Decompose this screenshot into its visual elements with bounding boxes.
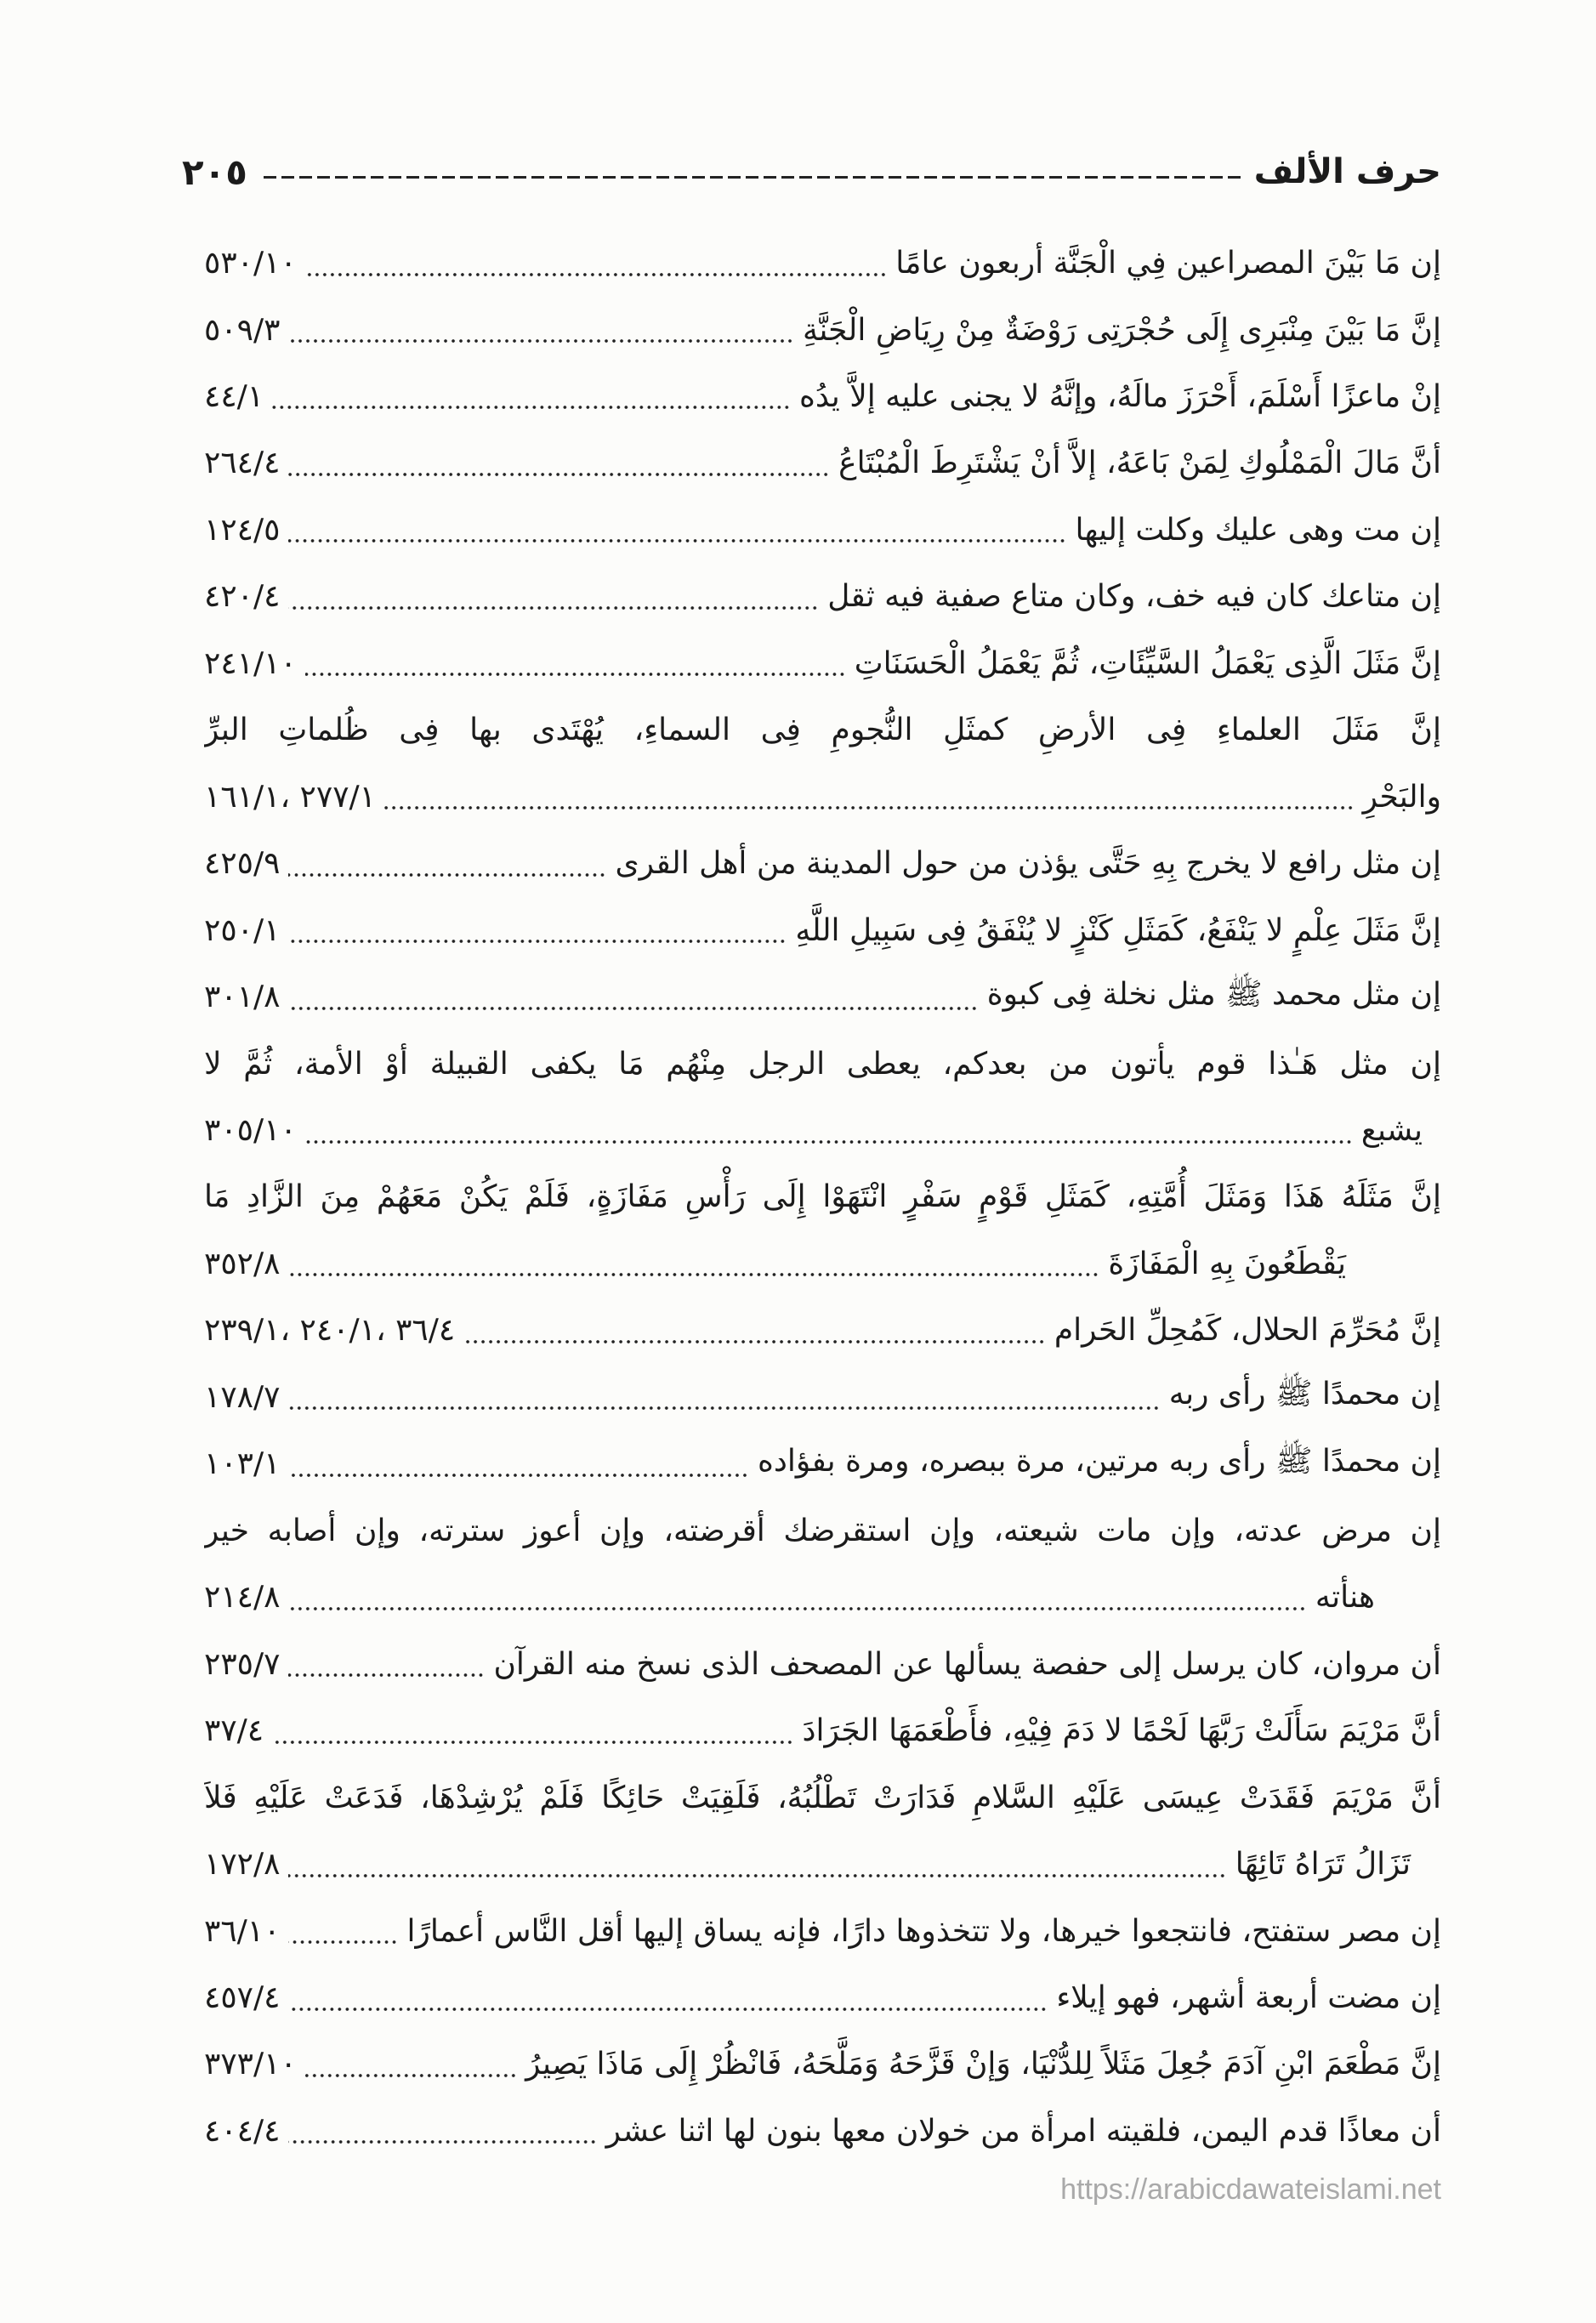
entry-reference: ١٠٣/١ (204, 1446, 281, 1482)
entry-text: إن مثل محمد ﷺ مثل نخلة فِى كبوة (986, 976, 1441, 1012)
dot-leader (288, 1940, 398, 1945)
dot-leader (288, 1873, 1226, 1878)
entry-reference: ٣٧/٤ (204, 1713, 264, 1749)
entry-text: إنَّ مَثَلَ العلماءِ فِى الأرضِ كمثَلِ النُّجومِ فِى السماءِ، يُهْتَدى بها فِى ظُلماتِ البرِّ (204, 713, 1441, 748)
dot-leader (305, 272, 887, 277)
entry-reference: ٢٤١/١٠ (204, 645, 297, 681)
dot-leader (288, 605, 819, 611)
entry-text: إنَّ مَا بَيْنَ مِنْبَرِى إِلَى حُجْرَتِى رَوْضَةٌ مِنْ رِيَاضِ الْجَنَّةِ (803, 312, 1441, 348)
entry-line (204, 1230, 1441, 1298)
entry-text: أنَّ مَرْيَمَ فَقَدَتْ عِيسَى عَلَيْهِ السَّلامِ فَدَارَتْ تَطْلُبُهُ، فَلَقِيَتْ حَائِكًا فَلَمْ يُرْشِدْهَا، فَدَعَتْ عَلَيْهِ فَلاَ (204, 1780, 1441, 1815)
entry-reference: ٤٢٥/٩ (204, 846, 281, 882)
entry-line (204, 1764, 1441, 1832)
entry-text: أن معاذًا قدم اليمن، فلقيته امرأة من خولان معها بنون لها اثنا عشر (605, 2113, 1441, 2149)
entry-line (204, 1031, 1441, 1098)
dot-leader (463, 1339, 1046, 1344)
dot-leader (288, 2007, 1048, 2012)
entry-text: إنَّ مَطْعَمَ ابْنِ آدَمَ جُعِلَ مَثَلاً لِلدُّنْيَا، وَإنْ قَزَّحَهُ وَمَلَّحَهُ، فَانْظُرْ إِلَى مَاذَا يَصِيرُ (525, 2047, 1441, 2082)
dot-leader (288, 538, 1066, 543)
entry-line (204, 1964, 1441, 2031)
entry-reference: ٣٥٢/٨ (204, 1246, 281, 1281)
entry-line (204, 297, 1441, 364)
dot-leader (288, 1272, 1099, 1277)
section-title: حرف الألف (1253, 152, 1441, 191)
entry-reference: ٢٧٧/١ ،١٦١/١ (204, 779, 377, 815)
entry-line (204, 429, 1441, 497)
entry-line (204, 630, 1441, 697)
dot-leader (288, 1006, 978, 1011)
entry-text-continued: يَقْطَعُونَ بِهِ الْمَفَازَةَ (1108, 1246, 1346, 1281)
entry-line (204, 1564, 1441, 1631)
entry-text: أنَّ مَرْيَمَ سَأَلَتْ رَبَّهَا لَحْمًا لا دَمَ فِيْهِ، فأَطْعَمَهَا الجَرَادَ (802, 1713, 1441, 1749)
dot-leader (305, 672, 846, 677)
entry-line (204, 1430, 1441, 1497)
dot-leader (272, 405, 791, 410)
entry-reference: ٤٠٤/٤ (204, 2113, 281, 2149)
entry-text: إن مضت أربعة أشهر، فهو إيلاء (1056, 1980, 1441, 2015)
entry-reference: ٣٦/٤ ،٢٤٠/١ ،٢٣٩/١ (204, 1313, 456, 1349)
entry-text-continued: والبَحْرِ (1362, 779, 1441, 815)
entry-text: إنَّ مَثَلَهُ هَذَا وَمَثَلَ أُمَّتِهِ، كَمَثَلِ قَوْمٍ سَفْرٍ انْتَهَوْا إِلَى رَأْسِ مَفَازَةٍ، فَلَمْ يَكُنْ مَعَهُمْ مِنَ الزَّادِ مَا (204, 1179, 1441, 1215)
entry-reference: ٣٦/١٠ (204, 1913, 281, 1949)
dot-leader (288, 939, 787, 944)
entry-reference: ٥٣٠/١٠ (204, 246, 297, 281)
entry-text: إن محمدًا ﷺ رأى ربه مرتين، مرة ببصره، ومرة بفؤاده (757, 1443, 1441, 1479)
entry-reference: ٣٠١/٨ (204, 980, 281, 1015)
entry-text: إن مثل رافع لا يخرج بِهِ حَتَّى يؤذن من حول المدينة من أهل القرى (615, 846, 1441, 882)
entry-line (204, 563, 1441, 630)
entry-reference: ٢١٤/٨ (204, 1580, 281, 1616)
entry-text: إن مرض عدته، وإن مات شيعته، وإن استقرضك أقرضته، وإن أعوز سترته، وإن أصابه خير (204, 1513, 1441, 1548)
watermark-url: https://arabicdawateislami.net (1060, 2173, 1441, 2206)
entry-text-continued: تَزَالُ تَرَاهُ تَائِهًا (1235, 1847, 1411, 1882)
entry-reference: ٢٦٤/٤ (204, 446, 281, 481)
entry-text: إن محمدًا ﷺ رأى ربه (1168, 1377, 1441, 1412)
entry-reference: ٤٤/١ (204, 378, 264, 414)
dot-leader (288, 2139, 597, 2144)
entry-line (204, 764, 1441, 831)
entry-line (204, 1163, 1441, 1230)
entry-text-continued: هنأته (1315, 1580, 1375, 1616)
entry-reference: ١٧٢/٨ (204, 1847, 281, 1882)
dot-leader (288, 338, 794, 344)
entry-line (204, 830, 1441, 897)
entry-reference: ٣٧٣/١٠ (204, 2047, 297, 2082)
dot-leader (288, 472, 830, 477)
entry-line (204, 1497, 1441, 1565)
dot-leader (288, 1406, 1160, 1411)
dot-leader (384, 805, 1355, 810)
dot-leader (305, 2073, 517, 2078)
dot-leader (288, 1473, 748, 1478)
entry-line (204, 1831, 1441, 1898)
entry-text: إنْ ماعزًا أَسْلَمَ، أَحْرَزَ مالَهُ، وإنَّهُ لا يجنى عليه إلاَّ يدُه (798, 378, 1441, 414)
entry-reference: ٤٥٧/٤ (204, 1980, 281, 2015)
entry-text: إنَّ مَثَلَ عِلْمٍ لا يَنْفَعُ، كَمَثَلِ كَنْزٍ لا يُنْفَقُ فِى سَبِيلِ اللَّهِ (795, 912, 1441, 948)
entry-line (204, 1297, 1441, 1364)
entry-reference: ١٢٤/٥ (204, 512, 281, 548)
page-number: ٢٠٥ (182, 151, 247, 193)
dot-leader (305, 1139, 1353, 1144)
entry-line (204, 1097, 1441, 1164)
entry-text: أن مروان، كان يرسل إلى حفصة يسألها عن المصحف الذى نسخ منه القرآن (493, 1646, 1441, 1682)
entry-reference: ٢٥٠/١ (204, 912, 281, 948)
entry-reference: ٣٠٥/١٠ (204, 1113, 297, 1148)
entry-text: إنَّ مَثَلَ الَّذِى يَعْمَلُ السَّيِّئَاتِ، ثُمَّ يَعْمَلُ الْحَسَنَاتِ (854, 645, 1441, 681)
entry-line (204, 963, 1441, 1031)
entry-line (204, 230, 1441, 297)
entry-line (204, 1364, 1441, 1431)
entry-text: إن مثل هَـٰذا قوم يأتون من بعدكم، يعطى الرجل مِنْهُم مَا يكفى القبيلة أوْ الأمة، ثُمَّ لا (204, 1046, 1441, 1082)
entry-reference: ٢٣٥/٧ (204, 1646, 281, 1682)
entry-line (204, 363, 1441, 430)
entry-text-continued: يشبع (1360, 1113, 1423, 1148)
entry-text: إنَّ مُحَرِّمَ الحلال، كَمُحِلِّ الحَرام (1054, 1313, 1441, 1349)
index-list (204, 0, 1441, 2211)
entry-reference: ٤٢٠/٤ (204, 579, 281, 615)
entry-line (204, 1631, 1441, 1698)
dot-leader (288, 872, 606, 878)
entry-text: أنَّ مَالَ الْمَمْلُوكِ لِمَنْ بَاعَهُ، إلاَّ أنْ يَشْتَرِطَ الْمُبْتَاعُ (838, 446, 1441, 481)
entry-reference: ١٧٨/٧ (204, 1379, 281, 1415)
entry-line (204, 897, 1441, 964)
entry-line (204, 497, 1441, 564)
entry-text: إن متاعك كان فيه خف، وكان متاع صفية فيه ثقل (827, 579, 1441, 615)
dot-leader (288, 1606, 1306, 1611)
dot-leader (272, 1740, 793, 1745)
entry-text: إن مَا بَيْنَ المصراعين فِي الْجَنَّة أربعون عامًا (895, 246, 1441, 281)
entry-line (204, 1697, 1441, 1764)
dot-leader (288, 1673, 485, 1678)
entry-line (204, 1898, 1441, 1965)
entry-text: إن مصر ستفتح، فانتجعوا خيرها، ولا تتخذوها دارًا، فإنه يساق إليها أقل النَّاس أعمارًا (406, 1913, 1441, 1949)
entry-line (204, 2030, 1441, 2098)
entry-reference: ٥٠٩/٣ (204, 312, 281, 348)
entry-line (204, 2098, 1441, 2165)
entry-text: إن مت وهى عليك وكلت إليها (1075, 512, 1441, 548)
entry-line (204, 696, 1441, 764)
